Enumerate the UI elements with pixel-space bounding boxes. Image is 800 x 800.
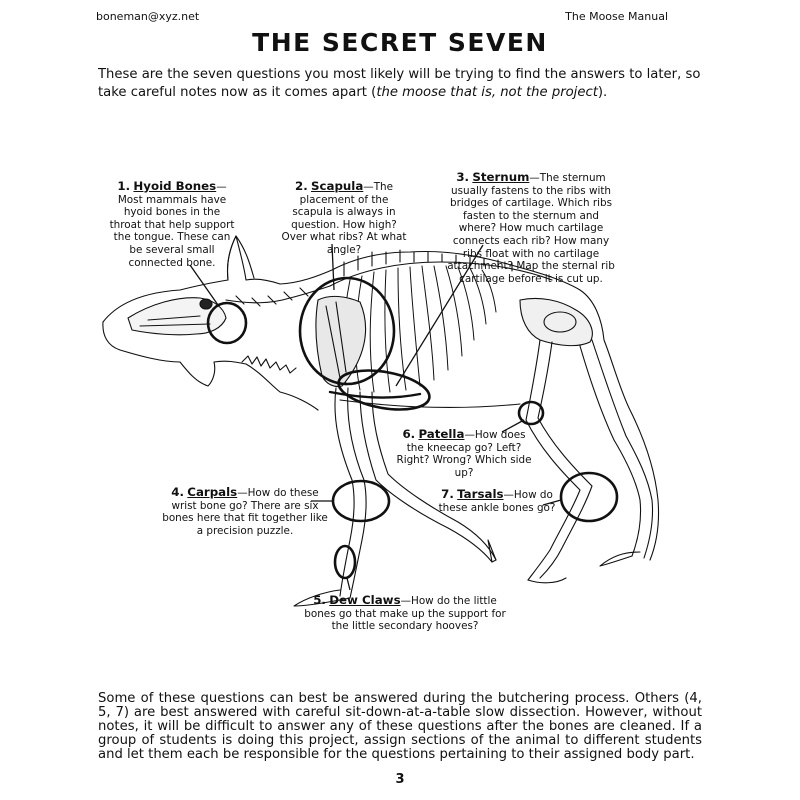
callout-number: 6. (402, 427, 416, 441)
scapula (316, 296, 366, 386)
circle-dew-claws (335, 546, 355, 578)
page-number: 3 (395, 772, 405, 787)
callout-tarsals (432, 488, 562, 514)
page-title: THE SECRET SEVEN (252, 28, 548, 57)
circle-tarsals (561, 473, 617, 521)
callout-name: Scapula (311, 179, 364, 193)
callout-text: —How does the kneecap go? Left? Right? Wrong? Which side up? (396, 429, 532, 479)
hind-leg-left (526, 340, 580, 580)
callout-hyoid-bones (108, 180, 236, 269)
header-manual-title: The Moose Manual (565, 10, 668, 23)
callout-text: —How do these ankle bones go? (438, 489, 556, 514)
circle-sternum (336, 364, 433, 415)
callout-name: Carpals (187, 485, 238, 499)
callout-number: 3. (456, 170, 470, 184)
callout-text: —Most mammals have hyoid bones in the throat that help support the tongue. These can be several small connected bone. (109, 181, 235, 269)
callout-text: —How do the little bones go that make up the support for the little secondary hooves? (304, 595, 506, 633)
callout-number: 7. (441, 487, 454, 501)
pelvis (520, 298, 592, 345)
callout-name: Hyoid Bones (133, 179, 217, 193)
callout-text: —The placement of the scapula is always in question. How high? Over what ribs? At what angle? (281, 181, 407, 256)
callout-scapula (280, 180, 408, 257)
hind-leg-right (580, 346, 641, 556)
pointer-dew-claws (347, 578, 350, 590)
callout-number: 5. (313, 593, 326, 607)
callout-text: —How do these wrist bone go? There are six bones here that fit together like a precision puzzle. (162, 487, 328, 537)
callout-number: 2. (294, 179, 308, 193)
intro-text: These are the seven questions you most likely will be trying to find the answers to later, so take careful notes now as it comes apart ( (98, 67, 701, 100)
callout-name: Patella (418, 427, 465, 441)
closing-paragraph: Some of these questions can best be answered during the butchering process. Others (4, 5, 7) are best answered with careful sit-down-at-a-table slow dissection. However, without notes, it will be difficult to answer any of these questions after the bones are cleaned. If a group of students is doing this project, assign sections of the animal to different students and let them each be responsible for the questions pertaining to their assigned body part. (98, 691, 702, 762)
callout-carpals (160, 486, 330, 537)
intro-italic: the moose that is, not the project (376, 85, 598, 100)
intro-text-end: ). (597, 85, 608, 100)
callout-dew-claws (300, 594, 510, 633)
callout-patella (394, 428, 534, 479)
callout-name: Sternum (472, 170, 530, 184)
header-email: boneman@xyz.net (96, 10, 200, 23)
callout-number: 1. (117, 179, 131, 193)
front-leg-left (335, 388, 354, 596)
circle-carpals (333, 481, 389, 521)
callout-number: 4. (171, 485, 184, 499)
callout-sternum (444, 171, 618, 285)
callout-name: Dew Claws (329, 593, 401, 607)
callout-name: Tarsals (457, 487, 504, 501)
callout-text: —The sternum usually fastens to the ribs with bridges of cartilage. Which ribs fasten to the sternum and where? How much cartilage connects each rib? How many ribs float with no cartilage attachment? Map the sternal rib cartilage before it is cut up. (447, 172, 615, 285)
